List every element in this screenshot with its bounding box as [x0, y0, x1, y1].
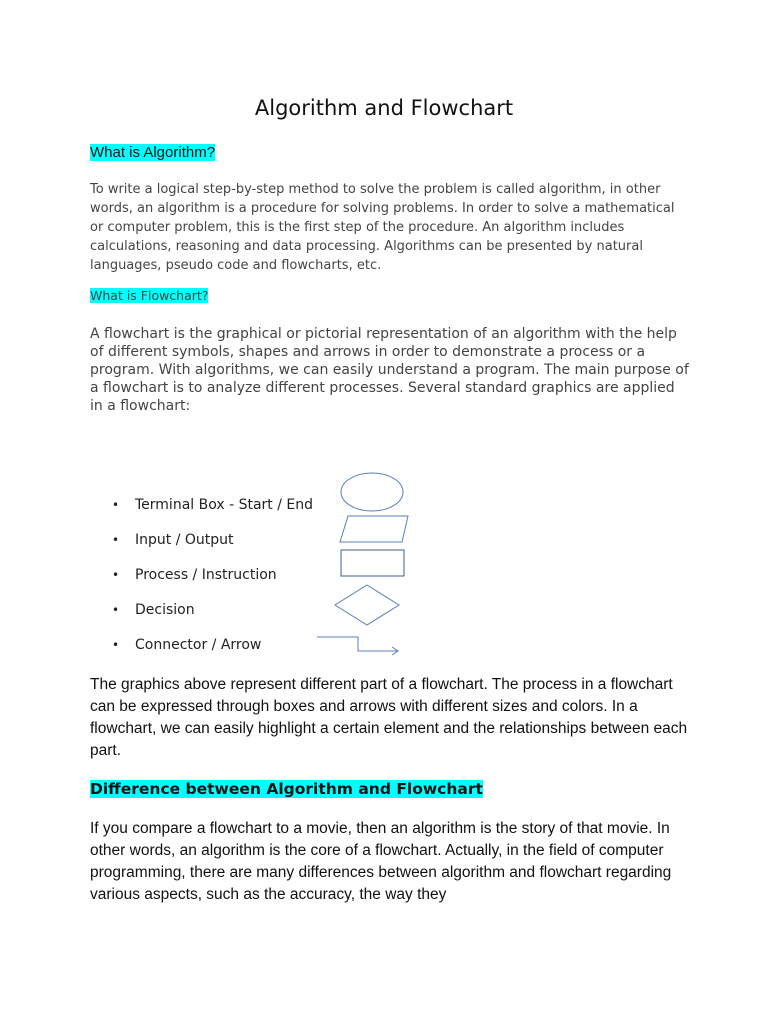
- bullet-icon: •: [112, 638, 120, 652]
- algorithm-paragraph: To write a logical step-by-step method to solve the problem is called algorithm, in other words, an algorithm is a procedure for solving problems. In order to solve a mathematical or computer problem, this is the first step of the procedure. An algorithm includes calculations, reasoning and data processing. Algorithms can be presented by natural languages, pseudo code and flowcharts, etc.: [90, 182, 675, 273]
- page-title: Algorithm and Flowchart: [254, 96, 514, 120]
- connector-arrow-icon: [317, 637, 398, 655]
- list-item: [110, 630, 313, 665]
- list-item: [110, 560, 313, 595]
- symbol-label: Terminal Box - Start / End: [135, 497, 314, 513]
- heading-highlight: What is Algorithm?: [90, 144, 216, 161]
- parallelogram-shape-icon: [340, 516, 408, 542]
- list-item: [110, 490, 313, 525]
- symbol-label: Process / Instruction: [135, 567, 277, 583]
- bullet-icon: •: [112, 533, 120, 547]
- symbol-label: Decision: [135, 602, 195, 618]
- difference-paragraph: If you compare a flowchart to a movie, then an algorithm is the story of that movie. In other words, an algorithm is the core of a flowchart. Actually, in the field of computer programming, there are many differences between algorithm and flowchart regarding various aspects, such as the accuracy, the way they: [90, 820, 672, 903]
- heading-highlight: What is Flowchart?: [90, 288, 209, 303]
- flowchart-paragraph: A flowchart is the graphical or pictorial representation of an algorithm with the help of different symbols, shapes and arrows in order to demonstrate a process or a program. With algorithms, we can easily understand a program. The main purpose of a flowchart is to analyze different processes. Several standard graphics are applied in a flowchart:: [90, 326, 689, 414]
- bullet-icon: •: [112, 498, 120, 512]
- flowchart-symbol-list: [110, 490, 313, 665]
- symbol-label: Connector / Arrow: [135, 637, 262, 653]
- rectangle-shape-icon: [341, 550, 404, 576]
- bullet-icon: •: [112, 603, 120, 617]
- heading-what-is-flowchart: [90, 288, 208, 303]
- graphics-paragraph: The graphics above represent different part of a flowchart. The process in a flowchart can be expressed through boxes and arrows with different sizes and colors. In a flowchart, we can easily highlight a certain element and the relationships between each part.: [90, 676, 688, 759]
- diamond-shape-icon: [335, 585, 399, 625]
- bullet-icon: •: [112, 568, 120, 582]
- oval-shape-icon: [341, 473, 403, 511]
- heading-what-is-algorithm: [90, 144, 215, 161]
- flowchart-shapes: [310, 470, 420, 660]
- list-item: [110, 595, 313, 630]
- heading-highlight: Difference between Algorithm and Flowchart: [90, 780, 483, 798]
- list-item: [110, 525, 313, 560]
- symbol-label: Input / Output: [135, 532, 234, 548]
- heading-difference: [90, 780, 483, 798]
